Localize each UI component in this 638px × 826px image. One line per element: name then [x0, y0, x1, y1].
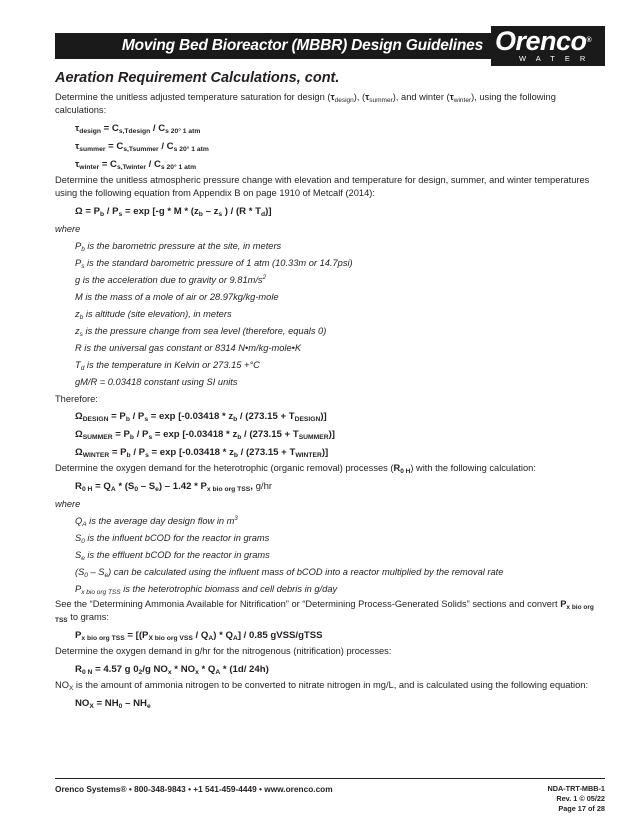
definition-g: g is the acceleration due to gravity or $9.81m/s^2$ [75, 275, 266, 285]
page-content [55, 70, 605, 713]
definition-s0: $S_0$ is the influent bCOD for the reactor in grams [75, 533, 270, 545]
definition-zb: $z_b$ is altitude (site elevation), in meters [75, 309, 232, 321]
therefore-label: Therefore: [55, 394, 98, 404]
definition-r: R is the universal gas constant or 8314 N•m/kg-mole•K [75, 343, 302, 353]
definition-gm-r: gM/R = 0.03418 constant using SI units [75, 377, 238, 387]
definition-zs: $z_s$ is the pressure change from sea level (therefore, equals 0) [75, 326, 327, 338]
logo-subtitle: WATER [519, 54, 596, 63]
equation-tau-summer: $\tau_{summer} = C_{s,Tsummer} / C_{s 20^\circ 1 atm}$ [75, 141, 209, 153]
document-title: Moving Bed Bioreactor (MBBR) Design Guidelines [121, 37, 483, 54]
paragraph-nox: $NO_X$ is the amount of ammonia nitrogen to be converted to nitrate nitrogen in mg/L, and is calculated using the following equation: [55, 680, 589, 692]
definition-px: $P_{x bio org TSS}$ is the heterotrophic biomass and cell debris in g/day [75, 584, 338, 596]
definition-td: $T_d$ is the temperature in Kelvin or 273.15 +°C [75, 360, 260, 372]
equation-omega-winter: $\Omega_{WINTER} = P_b / P_s = \exp [-0.03418 * z_b / (273.15 + T_{WINTER})]$ [75, 447, 329, 459]
page-header [55, 26, 605, 63]
definition-pb: $P_b$ is the barometric pressure at the site, in meters [75, 241, 282, 253]
equation-px-conversion: $P_{x bio org TSS} = [(P_{X bio org VSS} / Q_A) * Q_A] / 0.85$ gVSS/gTSS [75, 630, 323, 642]
equation-r0h: $R_{0 H} = Q_A * (S_0 - S_e) - 1.42 * P_{x bio org TSS}$, g/hr [75, 481, 273, 493]
equation-nox: $NO_X = NH_0 - NH_e$ [75, 698, 151, 710]
logo-registered-mark: ® [586, 37, 592, 44]
footer-revision: Rev. 1 © 05/22 [556, 794, 605, 803]
definition-s0-se: $(S_0 - S_e)$ can be calculated using the influent mass of bCOD into a reactor multiplied by the removal rate [75, 567, 504, 579]
equation-omega: $\Omega = P_b / P_s = \exp [-g * M * (z_b - z_s$ ) / $(R * T_d)$] [75, 206, 272, 218]
footer-doc-id: NDA-TRT-MBB-1 [547, 784, 605, 793]
footer-doc-info [547, 784, 605, 814]
equation-omega-design: $\Omega_{DESIGN} = P_b / P_s = \exp [-0.03418 * z_b / (273.15 + T_{DESIGN})]$ [75, 411, 327, 423]
paragraph-see-sections: See the “Determining Ammonia Available for Nitrification” or “Determining Process-Generated Solids” sections and convert $P_{x bio org TSS}$ to grams: [55, 599, 594, 624]
footer-contact: Orenco Systems® • 800-348-9843 • +1 541-459-4449 • www.orenco.com [55, 784, 333, 794]
where-label: where [55, 224, 81, 234]
paragraph-temperature-saturation: Determine the unitless adjusted temperature saturation for design $(\tau_{design})$, $(\tau_{summer})$, and winter $(\tau_{winter})$, using the following calculations: [55, 92, 556, 115]
equation-tau-design: $\tau_{design} = C_{s,Tdesign} / C_{s 20^\circ 1 atm}$ [75, 123, 201, 135]
definition-ps: $P_s$ is the standard barometric pressure of 1 atm (10.33m or 14.7psi) [75, 258, 353, 270]
footer-divider [55, 778, 605, 779]
section-heading: Aeration Requirement Calculations, cont. [55, 70, 340, 86]
definition-m: M is the mass of a mole of air or 28.97kg/kg-mole [75, 292, 279, 302]
orenco-logo [491, 26, 605, 66]
equation-tau-winter: $\tau_{winter} = C_{s,Twinter} / C_{s 20^\circ 1 atm}$ [75, 159, 197, 171]
where-label-2: where [55, 499, 81, 509]
paragraph-oxygen-heterotrophic: Determine the oxygen demand for the heterotrophic (organic removal) processes $(R_{0 H})$ with the following calculation: [55, 463, 536, 475]
definition-se: $S_e$ is the effluent bCOD for the reactor in grams [75, 550, 270, 562]
equation-r0n: $R_{0 N} = 4.57$ g $0_2/g$ $NO_x * NO_x * Q_A * (1d/$ 24h) [75, 664, 269, 676]
footer-page-number: Page 17 of 28 [558, 804, 605, 813]
definition-qa: $Q_A$ is the average day design flow in $m^3$ [75, 516, 238, 528]
paragraph-oxygen-nitrogenous: Determine the oxygen demand in g/hr for the nitrogenous (nitrification) processes: [55, 646, 392, 656]
equation-omega-summer: $\Omega_{SUMMER} = P_b / P_s = \exp [-0.03418 * z_b / (273.15 + T_{SUMMER})]$ [75, 429, 335, 441]
paragraph-pressure-change: Determine the unitless atmospheric pressure change with elevation and temperature for design, summer, and winter temperatures using the following equation from Appendix B on page 1910 of Metcalf (2014): [55, 175, 590, 198]
logo-word: Orenco [495, 26, 587, 56]
